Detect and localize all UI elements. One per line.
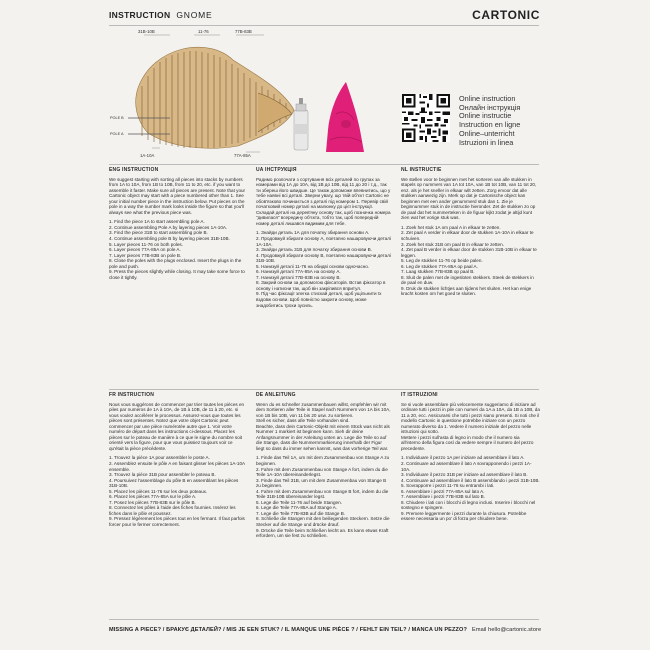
online-line-de[interactable]: Online–unterricht xyxy=(459,128,515,138)
step-item: 4. Fahre mit dem Zusammenbau von Stange B fort, indem du die Teile 31B-10B übereinander legst. xyxy=(256,488,389,500)
step-item: 7. Layer pieces 77B-83B on pole B. xyxy=(109,252,182,258)
step-item: 8. Schließe die Stangen mit den beiliegenden Steckern. Setze die Stecker auf die Stange und drücke drauf. xyxy=(256,516,390,528)
section-nl-steps xyxy=(401,225,540,297)
header-divider xyxy=(109,25,539,26)
online-line-nl[interactable]: Online instructie xyxy=(459,111,512,121)
section-de xyxy=(256,393,391,539)
qr-code-icon[interactable] xyxy=(402,94,450,142)
step-item: 6. Leg de stukken 77A-85A op paal A. xyxy=(401,263,478,269)
step-item: 8. Sluit de palen met de ingesloten stekkers. Steek de stekkers in de paal en duw. xyxy=(401,274,534,286)
step-item: 5. Нанизуй деталі 11-76 на обидві основи одночасно. xyxy=(256,263,370,269)
step-item: 4. Zet paal B verder in elkaar door de stukken 31B-10B in elkaar te leggen. xyxy=(401,247,537,258)
online-line-it[interactable]: Istruzioni in linea xyxy=(459,137,514,147)
step-item: 1. Individuare il pezzo 1A per iniziare ad assemblare il lato A. xyxy=(401,455,525,461)
section-en-title: ENG INSTRUCTION xyxy=(109,167,159,173)
section-fr xyxy=(109,393,247,528)
section-de-intro: Wenn du es schneller zusammenbauen willst, empfehlen wir mit dem Sortieren aller Teile in Stapel nach Nummern von 1A bis 10A, von 1B bis 10B, von 11 bis 20 usw. zu sortieren. Stell es sicher, dass alle Teile vorhanden sind. Beachte, dass dein Cartonic-Objekt mit einem Stück was nicht als Nummer 1 markiert ist beginnen kann. Sieh dir deine Anfangsnummer in der Anleitung unten an. Lege die Teile so auf die Stange, dass die Nummernmarkierung innerhalb der Figur liegt so dass du immer sehen kannst, was das vorherige Teil war. xyxy=(256,401,391,451)
step-item: 2. Continue assembling Pole A by layering pieces 1A-10A. xyxy=(109,224,228,230)
section-it xyxy=(401,393,540,522)
step-item: 5. Sovrapporre i pezzi 11-76 su entrambi i lati. xyxy=(401,483,495,489)
step-item: 8. Connectez les pôles à l'aide des fiches fournies. Insérez les fiches dans le pôle et poussez. xyxy=(109,505,236,516)
section-fr-steps xyxy=(109,455,247,527)
label-top-left: 31B-10B xyxy=(138,29,155,34)
step-item: 6. Layer pieces 77A-85A on pole A. xyxy=(109,247,181,253)
footer-email-link[interactable]: Email hello@cartonic.store xyxy=(471,627,542,633)
step-item: 9. Drücke die Teile beim Schließen leicht an. Es kann etwas Kraft erfordern, um sie fest zu schließen. xyxy=(256,527,389,539)
section-divider-bottom xyxy=(109,619,539,620)
step-item: 4. Poursuivez l'assemblage du pôle B en assemblant les pièces 31B-10B. xyxy=(109,477,239,489)
step-item: 6. Нанизуй деталі 77А-85А на основу А. xyxy=(256,269,341,275)
footer xyxy=(109,627,541,633)
step-item: 7. Lege die Teile 77B-83B auf die Stange B. xyxy=(256,510,346,516)
section-de-steps xyxy=(256,455,391,538)
section-it-steps xyxy=(401,455,540,522)
step-item: 1. Zoek het stuk 1A om paal A in elkaar te zetten. xyxy=(401,224,501,230)
section-ua xyxy=(256,168,391,308)
step-item: 4. Продовжуй збирати основу В, поетапно нашаровуючи деталі 31В-10В. xyxy=(256,252,391,264)
step-item: 2. Assemblez ensuite le pôle A en faisant glisser les pièces 1A-10A ensemble. xyxy=(109,461,245,472)
step-item: 3. Finde das Teil 31B, um mit dem Zusammenbau von Stange B zu beginnen. xyxy=(256,477,387,489)
step-item: 9. Druk de stukken lichtjes aan tijdens het sluiten. Het kan enige kracht kosten om het goed te sluiten. xyxy=(401,285,532,297)
section-fr-title: FR INSTRUCTION xyxy=(109,392,155,398)
footer-missing-piece: MISSING A PIECE? / БРАКУЄ ДЕТАЛЕЙ? / MIS JE EEN STUK? / IL MANQUE UNE PIÈCE ? / FEHLT EIN TEIL? / MANCA UN PEZZO? xyxy=(109,627,468,633)
label-bottom-right: 77A-85A xyxy=(234,153,251,158)
section-en-intro: We suggest starting with sorting all pieces into stacks by numbers from 1A to 10A, from 1B to 10B, from 11 to 20, etc. if you want to assemble it faster. Make sure all pieces are present. Note that your Cartonic object may start with a piece numbered other than 1. See your initial number piece in the instruction below. Put pieces on the pole in a way the number mark looks inside the figure so that you'll always see what the previous piece was. xyxy=(109,176,246,215)
step-item: 5. Lege die Teile 11-76 auf beide Stangen. xyxy=(256,499,342,505)
step-item: 7. Laag stukken 77B-83B op paal B. xyxy=(401,269,475,275)
step-item: 8. Chiudere i lati con i blocchi di legno inclusi. Inserire i blocchi nel sostegno e spingere. xyxy=(401,499,536,511)
step-item: 6. Assemblare i pezzi 77A-85A sul lato A. xyxy=(401,488,485,494)
glue-bottle-icon xyxy=(294,98,308,150)
online-line-en[interactable]: Online instruction xyxy=(459,94,516,103)
page-title xyxy=(109,10,213,20)
step-item: 1. Find the piece 1A to start assembling pole A. xyxy=(109,219,205,225)
label-pole-b: POLE B xyxy=(110,116,124,120)
step-item: 8. Close the poles with the plugs enclosed. Insert the plugs in the pole and push. xyxy=(109,258,242,269)
section-it-intro: Se si vuole assemblare più velocemente suggeriamo di iniziare ad ordinare tutti i pezzi in pile con numeri da 1A a 10A, da 1B a 10B, da 11 a 20, ecc. Assicurarsi che tutti i pezzi siano presenti. Si noti che il modello Cartonic in questione potrebbe iniziare con un pezzo numerato diverso da 1. Vedere il numero iniziale del pezzo nelle istruzioni qui sotto. Mettere i pezzi sull'asta di legno in modo che il numero sia all'interno della figura così da vedere sempre il numero del pezzo precedente. xyxy=(401,401,540,451)
brand-logo: CARTONIC xyxy=(472,8,540,22)
step-item: 4. Continuare ad assemblare il lato B assemblando i pezzi 31B-10B. xyxy=(401,477,540,483)
step-item: 9. Під час фіксації злегка стискай деталі, щоб ущільнити їх вздовж основи. Щоб повністю закрити основу, може знадобитись трохи зусиль. xyxy=(256,291,382,308)
step-item: 7. Assemblare i pezzi 77B-83B sul lato B. xyxy=(401,494,486,500)
label-bottom-left: 1A-10A xyxy=(140,153,155,158)
online-line-fr[interactable]: Instruction en ligne xyxy=(459,120,521,130)
step-item: 9. Premere leggermente i pezzi durante la chiusura. Potrebbe essere necessaria un po' di forza per chiudere bene. xyxy=(401,510,527,522)
title-bold: INSTRUCTION xyxy=(109,10,171,20)
step-item: 1. Trouvez la pièce 1A pour assembler le poste A. xyxy=(109,455,210,461)
online-instruction-list[interactable] xyxy=(459,95,520,147)
section-divider-top xyxy=(109,164,539,165)
section-ua-title: UA ІНСТРУКЦІЯ xyxy=(256,167,297,173)
section-nl-title: NL INSTRUCTIE xyxy=(401,167,442,173)
section-en xyxy=(109,168,247,280)
section-en-steps xyxy=(109,219,247,280)
step-item: 2. Fahre mit dem Zusammenbau von Stange A fort, indem du die Teile 1A-10A übereinanderlegst. xyxy=(256,466,388,478)
step-item: 5. Layer pieces 11-76 on both poles. xyxy=(109,241,183,247)
section-fr-intro: Nous vous suggérons de commencer par trier toutes les pièces en piles par numéros de 1A à 10A, de 1B à 10B, de 11 à 20, etc. si vous voulez accélérer le processus. Assurez-vous que toutes les pièces sont présentes. Notez que votre objet Cartonic peut commencer par une pièce numérotée autre que 1. Voir votre numéro de départ dans les instructions ci-dessous. Placez les pièces sur le poteau de manière à ce que le signe du nombre soit orienté vers la figure, pour que vous puissiez toujours voir ce qu'était la pièce précédente. xyxy=(109,401,245,451)
step-item: 3. Знайди деталь 31В для початку збирання основи В. xyxy=(256,247,372,253)
step-item: 8. Закрий основи за допомогою фіксаторів. Встав фіксатор в основу і натисни так, щоб він закріпився впритул. xyxy=(256,280,386,291)
step-item: 3. Find the piece 31B to start assembling pole B. xyxy=(109,230,208,236)
section-it-title: IT ISTRUZIONI xyxy=(401,392,438,398)
online-line-ua[interactable]: Онлайн інструкція xyxy=(459,102,521,112)
section-divider-middle xyxy=(109,389,539,390)
section-ua-steps xyxy=(256,230,391,308)
step-item: 3. Individuare il pezzo 31B per iniziare ad assemblare il lato B. xyxy=(401,472,528,478)
step-item: 9. Press the pieces slightly while closing. It may take some force to close it tightly. xyxy=(109,269,245,280)
label-pole-a: POLE A xyxy=(110,132,124,136)
step-item: 7. Нанизуй деталі 77В-83В на основу В. xyxy=(256,274,341,280)
step-item: 1. Знайди деталь 1А для початку збирання основи А. xyxy=(256,230,370,236)
section-de-title: DE ANLEITUNG xyxy=(256,392,296,398)
label-top-middle: 11-76 xyxy=(198,29,209,34)
step-item: 6. Lege die Teile 77A-85A auf Stange A. xyxy=(256,505,338,511)
step-item: 3. Trouvez la pièce 31B pour assembler le poteau B. xyxy=(109,472,216,478)
step-item: 4. Continue assembling pole B by layering pieces 31B-10B. xyxy=(109,236,230,242)
cardboard-slices xyxy=(136,47,294,148)
step-item: 9. Pressez légèrement les pièces tout en les fermant. Il faut parfois forcer pour le fermer correctement. xyxy=(109,516,245,528)
step-item: 2. Zet paal A verder in elkaar door de stukken 1A-10A in elkaar te schuiven. xyxy=(401,230,534,242)
step-item: 1. Finde das Teil 1A, um mit dem Zusammenbau von Stange A zu beginnen. xyxy=(256,455,390,467)
step-item: 5. Leg de stukken 11-76 op beide palen. xyxy=(401,258,483,264)
pink-gnome-icon xyxy=(326,82,364,152)
section-nl-intro: We stellen voor te beginnen met het sorteren van alle stukken in stapels op nummers van 1A tot 10A, van 1B tot 10B, van 11 tot 20, enz. als je het sneller in elkaar wilt zetten. Zorg ervoor dat alle stukken aanwezig zijn. Merk op dat je Cartonische object kan beginnen met een ander genummerd stuk dan 1. Zie je beginnummer stuk in de instructie hieronder. Zet de stukken zo op de paal dat het nummerteken in de figuur kijkt zodat je altijd kunt zien wat het vorige stuk was. xyxy=(401,176,537,221)
step-item: 3. Zoek het stuk 31B om paal B in elkaar te zetten. xyxy=(401,241,504,247)
label-top-right: 77B-83B xyxy=(235,29,252,34)
section-nl xyxy=(401,168,540,297)
title-light: GNOME xyxy=(176,10,213,20)
step-item: 6. Placez les pièces 77A-85A sur le pôle A. xyxy=(109,494,197,500)
step-item: 2. Продовжуй збирати основу А, поетапно нашаровуючи деталі 1А-10А. xyxy=(256,236,391,247)
step-item: 7. Posez les pièces 77B-83B sur le pôle B. xyxy=(109,499,196,505)
section-ua-intro: Радимо розпочати з сортування всіх деталей по групах за номерами від 1А до 10А, від 1В до 10В, від 11 до 20 і т.д., так ти збереш його швидше. Це також допоможе впевнитись, що у тебе наявні всі деталі. Зверни увагу, що твій об'єкт Cartonic не обов'язково починається з деталі під номером 1. Перевір свій початковий номер деталі на малюнку до цієї інструкції. Складай деталі на дерев'яну основу так, щоб позначка номера "дивилася" всередину об'єкта, тобто так, щоб попередній номер деталі лишався видимим для тебе. xyxy=(256,176,391,226)
product-images xyxy=(286,80,376,154)
step-item: 5. Placez les pièces 11-76 sur les deux poteaux. xyxy=(109,488,208,494)
step-item: 2. Continuare ad assemblare il lato A sovrapponendo i pezzi 1A-10A. xyxy=(401,461,532,472)
gnome-assembly-diagram xyxy=(108,28,308,160)
